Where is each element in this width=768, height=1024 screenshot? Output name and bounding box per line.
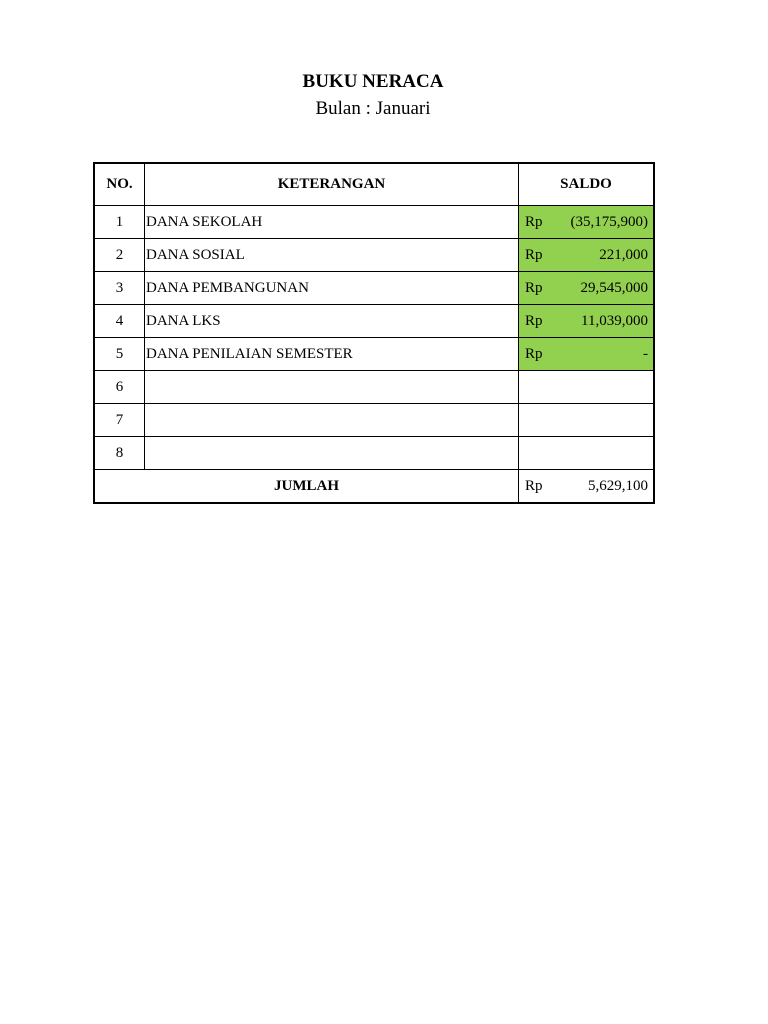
row-currency: Rp [525,312,543,329]
row-description-text: DANA SEKOLAH [146,213,263,230]
row-currency: Rp [525,246,543,263]
total-balance [519,470,655,504]
row-amount: 221,000 [599,246,648,263]
row-amount: 11,039,000 [581,312,648,329]
row-number: 4 [94,305,145,338]
row-balance [519,239,655,272]
row-number: 7 [94,404,145,437]
table-row [94,371,654,404]
row-balance [519,437,655,470]
row-description-text: DANA PEMBANGUNAN [146,279,309,296]
row-number: 6 [94,371,145,404]
row-description [145,239,519,272]
row-number: 5 [94,338,145,371]
row-description-text: DANA LKS [146,312,221,329]
row-currency: Rp [525,345,543,362]
row-number: 3 [94,272,145,305]
row-description-text [145,379,146,395]
row-balance [519,338,655,371]
row-balance [519,371,655,404]
header-saldo: SALDO [519,163,655,206]
row-amount: - [643,345,648,362]
row-number: 8 [94,437,145,470]
header-keterangan: KETERANGAN [145,163,519,206]
row-currency: Rp [525,213,543,230]
document-subtitle: Bulan : Januari [315,98,431,119]
row-amount: (35,175,900) [570,213,648,230]
row-description-text: DANA PENILAIAN SEMESTER [146,345,353,362]
row-number: 2 [94,239,145,272]
table-row [94,437,654,470]
table-row [94,206,654,239]
table-row [94,338,654,371]
row-description-text [145,412,146,428]
table-header-row [94,163,654,206]
document-title: BUKU NERACA [302,71,444,92]
row-description-text: DANA SOSIAL [146,246,245,263]
table-row [94,272,654,305]
table-row [94,404,654,437]
table-row [94,239,654,272]
row-description [145,305,519,338]
row-amount: 29,545,000 [580,279,648,296]
row-description [145,272,519,305]
row-balance [519,206,655,239]
row-description [145,206,519,239]
row-number: 1 [94,206,145,239]
total-row [94,470,654,504]
row-description [145,371,519,404]
row-description [145,404,519,437]
row-currency: Rp [525,279,543,296]
total-label: JUMLAH [94,470,519,504]
table-row [94,305,654,338]
total-amount: 5,629,100 [588,477,648,494]
row-description-text [145,445,146,461]
header-no: NO. [94,163,145,206]
row-description [145,437,519,470]
table-body [94,206,654,504]
row-description [145,338,519,371]
row-balance [519,404,655,437]
balance-table [93,162,655,504]
row-balance [519,272,655,305]
total-currency: Rp [525,477,543,494]
row-balance [519,305,655,338]
